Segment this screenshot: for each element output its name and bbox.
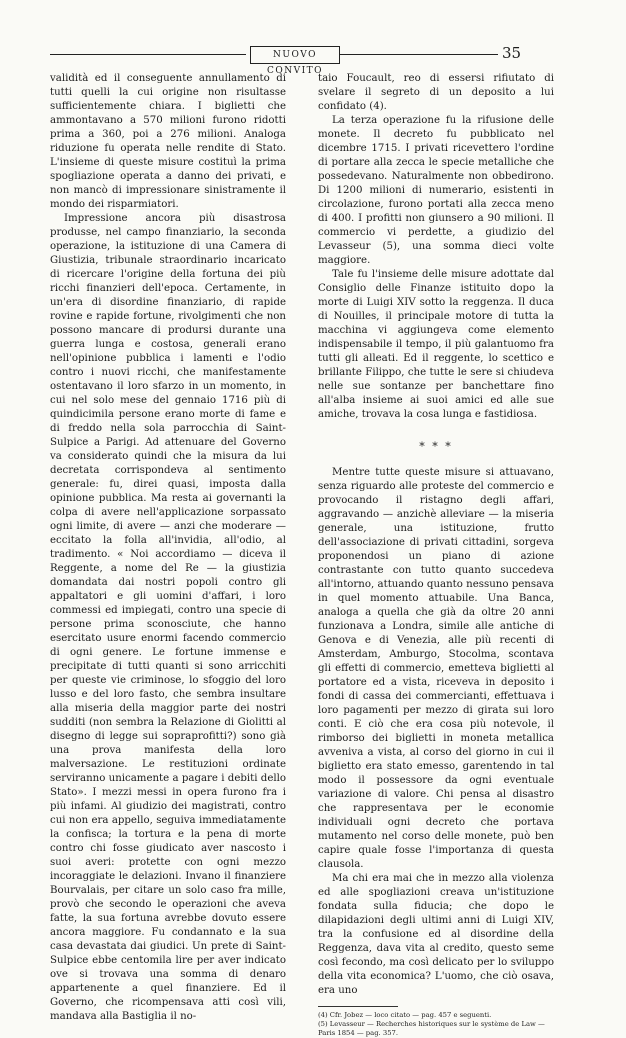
right-column xyxy=(318,72,554,1038)
paragraph: Impressione ancora più disastrosa produsse, nel campo finanziario, la seconda operazione, la istituzione di una Camera di Giustizia, tribunale straordinario incaricato di ricercare l'origine della fortuna dei più ricchi finanzieri dell'epoca. Certamente, in un'era di disordine finanziario, di rapide rovine e rapide fortune, rivolgimenti che non possono mancare di prodursi durante una guerra lunga e costosa, generali erano nell'opinione pubblica i lamenti e l'odio contro i nuovi ricchi, che manifestamente ostentavano il loro sfarzo in un momento, in cui nel solo mese del gennaio 1716 più di quindicimila persone erano morte di fame e di freddo nella sola parrocchia di Saint-Sulpice a Parigi. Ad attenuare del Governo va considerato quindi che la misura da lui decretata corrispondeva al sentimento generale: fu, direi quasi, imposta dalla opinione pubblica. Ma resta ai governanti la colpa di avere nell'applicazione sorpassato ogni limite, di avere — anzi che moderare — eccitato la folla all'invidia, all'odio, al tradimento. « Noi accordiamo — diceva il Reggente, a nome del Re — la giustizia domandata dai nostri popoli contro gli appaltatori e gli uomini d'affari, i loro commessi ed impiegati, contro una specie di persone prima sconosciute, che hanno esercitato usure enormi facendo commercio di ogni genere. Le fortune immense e precipitate di tutti quanti si sono arricchiti per queste vie criminose, lo sfoggio del loro lusso e del loro fasto, che sembra insultare alla miseria della maggior parte dei nostri sudditi (non sembra la Relazione di Giolitti al disegno di legge sui sopraprofitti?) sono già una prova manifesta della loro malversazione. Le restituzioni ordinate serviranno unicamente a pagare i debiti dello Stato». I mezzi messi in opera furono fra i più infami. Al giudizio dei magistrati, contro cui non era appello, seguiva immediatamente la confisca; la tortura e la pena di morte contro chi fosse giudicato aver nascosto i suoi averi: protette con ogni mezzo incoraggiate le delazioni. Invano il finanziere Bourvalais, per citare un solo caso fra mille, provò che secondo le operazioni che aveva fatte, la sua fortuna avrebbe dovuto essere ancora maggiore. Fu condannato e la sua casa devastata dai giudici. Un prete di Saint-Sulpice ebbe centomila lire per aver indicato ove si trovava una somma di denaro appartenente a quel finanziere. Ed il Governo, che ricompensava atti così vili, mandava alla Bastiglia il no- xyxy=(50,213,286,1022)
paragraph: Mentre tutte queste misure si attuavano, senza riguardo alle proteste del commercio e provocando il ristagno degli affari, aggravando — anzichè alleviare — la miseria generale, una istituzione, frutto dell'associazione di privati cittadini, sorgeva proponendosi un piano di azione contrastante con tutto quanto succedeva all'intorno, attuando quanto nessuno pensava in quel momento attuabile. Una Banca, analoga a quella che già da oltre 20 anni funzionava a Londra, simile alle antiche di Genova e di Venezia, alle più recenti di Amsterdam, Amburgo, Stocolma, scontava gli effetti di commercio, emetteva biglietti al portatore ed a vista, riceveva in deposito i fondi di cassa dei commercianti, effettuava i loro pagamenti per mezzo di girata sui loro conti. E ciò che era cosa più notevole, il rimborso dei biglietti in moneta metallica avveniva a vista, al corso del giorno in cui il biglietto era stato emesso, garentendo in tal modo il possessore da ogni eventuale variazione di valore. Chi pensa al disastro che rappresentava per le economie individuali ogni decreto che portava mutamento nel corso delle monete, può ben capire quale fosse l'importanza di questa clausola. xyxy=(318,467,554,870)
footnote: (4) Cfr. Jobez — loco citato — pag. 457 e seguenti. xyxy=(318,1011,492,1019)
paragraph: taio Foucault, reo di essersi rifiutato di svelare il segreto di un deposito a lui confidato (4). xyxy=(318,73,554,112)
paragraph: La terza operazione fu la rifusione delle monete. Il decreto fu pubblicato nel dicembre 1715. I privati ricevettero l'ordine di portare alla zecca le specie metalliche che possedevano. Naturalmente non obbedirono. Di 1200 milioni di numerario, esistenti in circolazione, furono portati alla zecca meno di 400. I profitti non giunsero a 90 milioni. Il commercio vi perdette, a giudizio del Levasseur (5), una somma dieci volte maggiore. xyxy=(318,115,554,266)
paragraph: Ma chi era mai che in mezzo alla violenza ed alle spogliazioni creava un'istituzione fondata sulla fiducia; che dopo le dilapidazioni degli ultimi anni di Luigi XIV, tra la confusione ed al disordine della Reggenza, dava vita al credito, questo seme così fecondo, ma così delicato per lo sviluppo della vita economica? L'uomo, che ciò osava, era uno xyxy=(318,873,554,996)
paragraph: validità ed il conseguente annullamento di tutti quelli la cui origine non risultasse sufficientemente chiara. I biglietti che ammontavano a 570 milioni furono ridotti prima a 360, poi a 276 milioni. Analoga riduzione fu operata nelle rendite di Stato. L'insieme di queste misure costituì la prima spogliazione operata a danno dei privati, e non mancò di impressionare sinistramente il mondo dei risparmiatori. xyxy=(50,73,286,210)
page-number: 35 xyxy=(502,44,522,62)
left-column xyxy=(50,72,286,1024)
journal-title: NUOVO CONVITO xyxy=(250,46,340,64)
section-separator: * * * xyxy=(419,440,453,453)
running-header xyxy=(50,44,536,76)
footnote: (5) Levasseur — Recherches historiques sur le système de Law — Paris 1854 — pag. 357. xyxy=(318,1020,545,1037)
footnote-rule xyxy=(318,1006,398,1007)
paragraph: Tale fu l'insieme delle misure adottate dal Consiglio delle Finanze istituito dopo la morte di Luigi XIV sotto la reggenza. Il duca di Nouilles, il principale motore di tutta la macchina vi aggiungeva come elemento indispensabile il tempo, il più galantuomo fra tutti gli alleati. Ed il reggente, lo scettico e brillante Filippo, che tutte le sere si chiudeva nelle sue sontanze per banchettare fino all'alba insieme ai suoi amici ed alle sue amiche, trovava la cosa lunga e fastidiosa. xyxy=(318,269,554,420)
header-rule-left xyxy=(50,54,246,55)
header-rule-right xyxy=(340,54,498,55)
